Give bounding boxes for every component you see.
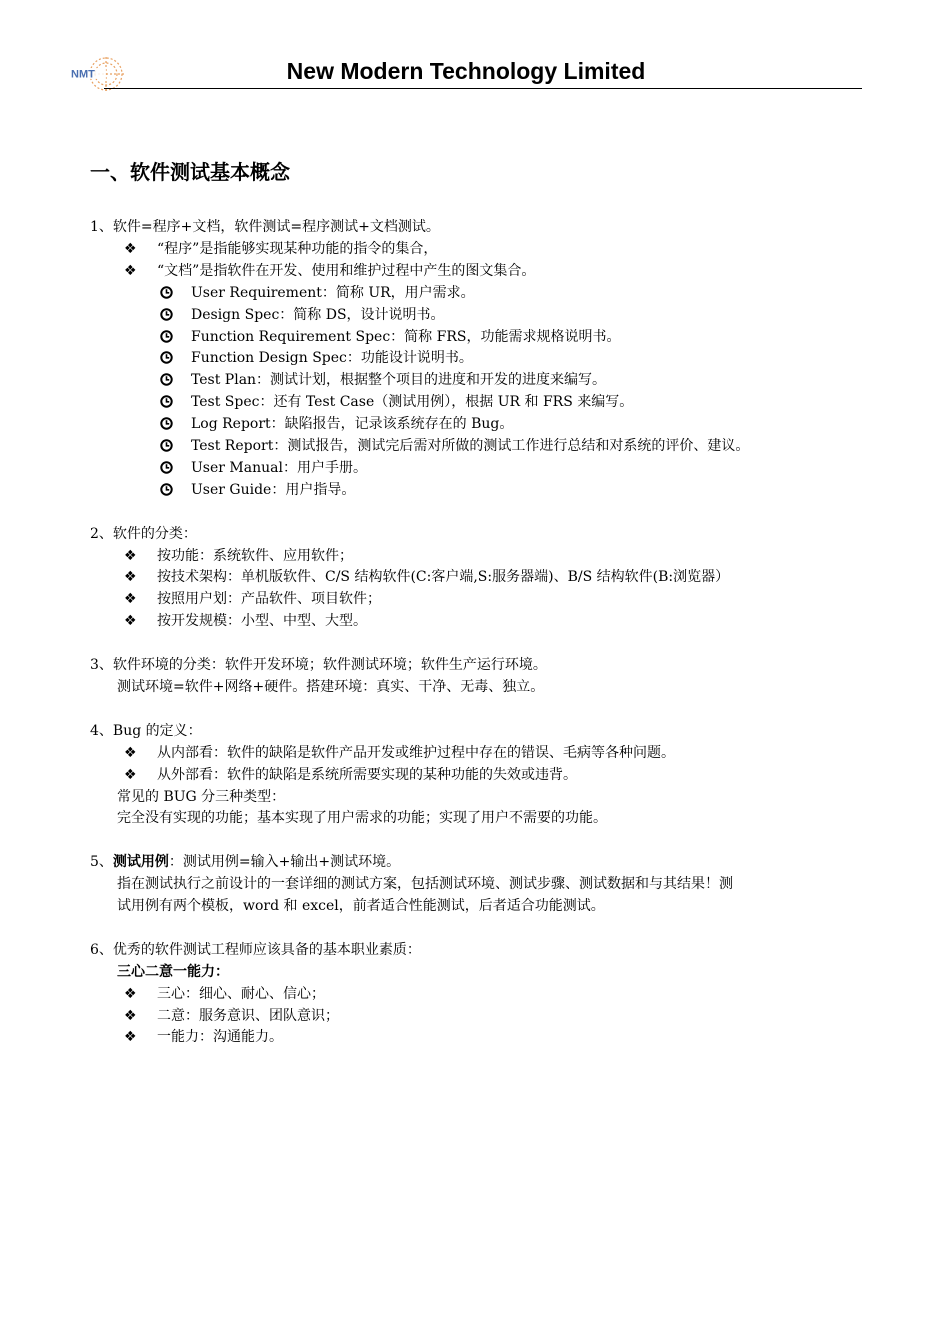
diamond-bullet-icon: ❖ bbox=[124, 569, 137, 586]
list-item: ❖ 按技术架构：单机版软件、C/S 结构软件(C:客户端,S:服务器端)、B/S 结构软件(B:浏览器） bbox=[90, 567, 870, 589]
company-name: New Modern Technology Limited bbox=[286, 58, 646, 84]
clock-bullet-icon bbox=[160, 305, 191, 327]
section-4-text: 完全没有实现的功能；基本实现了用户需求的功能；实现了用户不需要的功能。 bbox=[117, 810, 607, 827]
section-4-title: 4、Bug 的定义： bbox=[90, 722, 202, 739]
svg-text:NMT: NMT bbox=[71, 68, 95, 81]
list-item: Design Spec：简称 DS，设计说明书。 bbox=[90, 305, 870, 327]
header-rule bbox=[104, 88, 862, 89]
term-test-case: 测试用例 bbox=[112, 854, 169, 871]
clock-bullet-icon bbox=[160, 283, 191, 305]
section-2-title: 2、软件的分类： bbox=[90, 525, 197, 542]
diamond-bullet-icon: ❖ bbox=[124, 744, 137, 761]
clock-bullet-icon bbox=[160, 414, 191, 436]
clock-bullet-icon bbox=[160, 370, 191, 392]
section-5-title: 5、测试用例：测试用例=输入+输出+测试环境。 bbox=[90, 854, 401, 871]
list-item: User Manual：用户手册。 bbox=[90, 458, 870, 480]
list-item: ❖ 按开发规模：小型、中型、大型。 bbox=[90, 611, 870, 633]
diamond-bullet-icon: ❖ bbox=[124, 613, 137, 630]
diamond-bullet-icon: ❖ bbox=[124, 1029, 137, 1046]
clock-bullet-icon bbox=[160, 392, 191, 414]
diamond-bullet-icon: ❖ bbox=[124, 766, 137, 783]
section-6-title: 6、优秀的软件测试工程师应该具备的基本职业素质： bbox=[90, 941, 421, 958]
list-item: Log Report：缺陷报告，记录该系统存在的 Bug。 bbox=[90, 414, 870, 436]
section-4-text: 常见的 BUG 分三种类型： bbox=[117, 788, 286, 805]
list-item: ❖ 按功能：系统软件、应用软件； bbox=[90, 546, 870, 568]
diamond-bullet-icon: ❖ bbox=[124, 240, 137, 257]
list-item: ❖ 一能力：沟通能力。 bbox=[90, 1027, 870, 1049]
list-item: ❖ “文档”是指软件在开发、使用和维护过程中产生的图文集合。 bbox=[90, 261, 870, 283]
section-heading: 一、软件测试基本概念 bbox=[90, 160, 290, 184]
clock-bullet-icon bbox=[160, 436, 191, 458]
diamond-bullet-icon: ❖ bbox=[124, 1007, 137, 1024]
list-item: ❖ 三心：细心、耐心、信心； bbox=[90, 984, 870, 1006]
diamond-bullet-icon: ❖ bbox=[124, 985, 137, 1002]
diamond-bullet-icon: ❖ bbox=[124, 547, 137, 564]
diamond-bullet-icon: ❖ bbox=[124, 262, 137, 279]
list-item: ❖ 二意：服务意识、团队意识； bbox=[90, 1006, 870, 1028]
list-item: ❖ 按照用户划：产品软件、项目软件； bbox=[90, 589, 870, 611]
list-item: Test Report：测试报告，测试完后需对所做的测试工作进行总结和对系统的评价、建议。 bbox=[90, 436, 870, 458]
clock-bullet-icon bbox=[160, 348, 191, 370]
list-item: Function Requirement Spec：简称 FRS，功能需求规格说明书。 bbox=[90, 327, 870, 349]
section-5-text: 试用例有两个模板，word 和 excel，前者适合性能测试，后者适合功能测试。 bbox=[117, 898, 605, 915]
section-6-subtitle: 三心二意一能力： bbox=[117, 963, 229, 980]
clock-bullet-icon bbox=[160, 327, 191, 349]
list-item: Test Spec：还有 Test Case（测试用例），根据 UR 和 FRS 来编写。 bbox=[90, 392, 870, 414]
section-5-text: 指在测试执行之前设计的一套详细的测试方案，包括测试环境、测试步骤、测试数据和与其结果！测 bbox=[117, 876, 733, 893]
list-item: ❖ 从内部看：软件的缺陷是软件产品开发或维护过程中存在的错误、毛病等各种问题。 bbox=[90, 743, 870, 765]
list-item: ❖ 从外部看：软件的缺陷是系统所需要实现的某种功能的失效或违背。 bbox=[90, 765, 870, 787]
section-3-title: 3、软件环境的分类：软件开发环境；软件测试环境；软件生产运行环境。 bbox=[90, 657, 547, 674]
clock-bullet-icon bbox=[160, 458, 191, 480]
list-item: Test Plan：测试计划，根据整个项目的进度和开发的进度来编写。 bbox=[90, 370, 870, 392]
document-body bbox=[90, 155, 870, 1049]
document-types-list bbox=[90, 283, 870, 502]
list-item: ❖ “程序”是指能够实现某种功能的指令的集合， bbox=[90, 239, 870, 261]
list-item: Function Design Spec：功能设计说明书。 bbox=[90, 348, 870, 370]
section-3-text: 测试环境=软件+网络+硬件。搭建环境：真实、干净、无毒、独立。 bbox=[117, 679, 545, 695]
list-item: User Guide：用户指导。 bbox=[90, 480, 870, 502]
section-1-title: 1、软件=程序+文档，软件测试=程序测试+文档测试。 bbox=[90, 219, 440, 235]
diamond-bullet-icon: ❖ bbox=[124, 591, 137, 608]
clock-bullet-icon bbox=[160, 480, 191, 502]
list-item: User Requirement：简称 UR，用户需求。 bbox=[90, 283, 870, 305]
page-header bbox=[70, 52, 862, 90]
